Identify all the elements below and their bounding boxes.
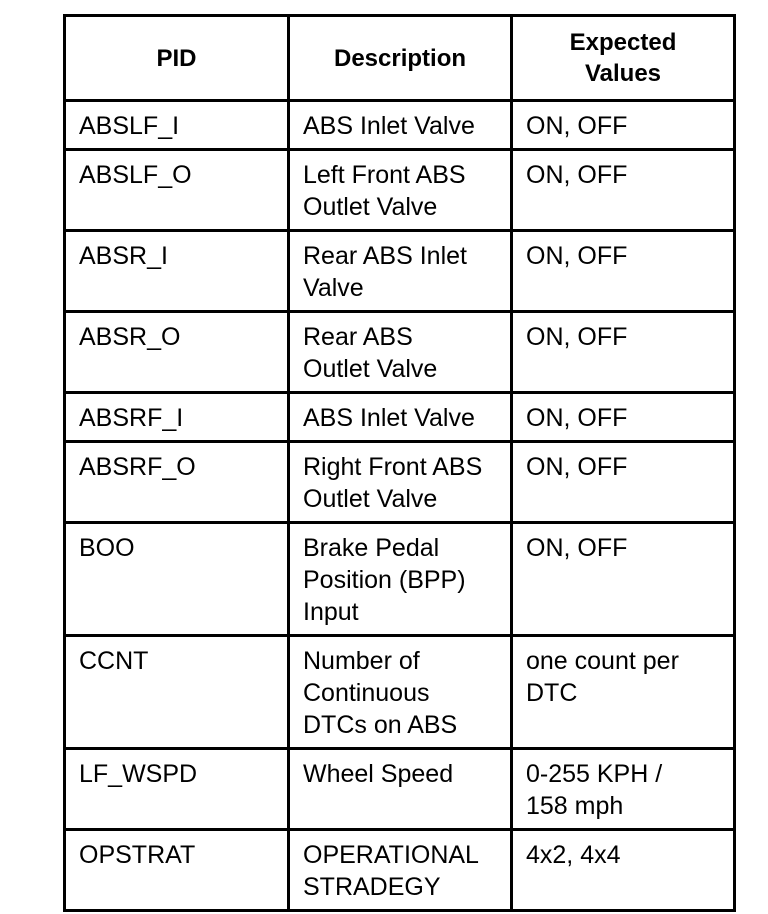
table-body: [65, 101, 735, 911]
description-cell: Number of Continuous DTCs on ABS: [289, 636, 512, 749]
pid-cell: ABSLF_I: [65, 101, 289, 150]
expected-cell: ON, OFF: [512, 101, 735, 150]
table-row: [65, 150, 735, 231]
expected-cell: ON, OFF: [512, 442, 735, 523]
expected-cell: ON, OFF: [512, 231, 735, 312]
header-pid: PID: [65, 16, 289, 101]
table-row: [65, 442, 735, 523]
pid-cell: ABSR_O: [65, 312, 289, 393]
table-row: [65, 830, 735, 911]
pid-cell: CCNT: [65, 636, 289, 749]
header-description: Description: [289, 16, 512, 101]
table-row: [65, 312, 735, 393]
description-cell: ABS Inlet Valve: [289, 393, 512, 442]
expected-cell: 0-255 KPH / 158 mph: [512, 749, 735, 830]
description-cell: Left Front ABS Outlet Valve: [289, 150, 512, 231]
pid-cell: BOO: [65, 523, 289, 636]
description-cell: ABS Inlet Valve: [289, 101, 512, 150]
table-row: [65, 749, 735, 830]
pid-cell: ABSLF_O: [65, 150, 289, 231]
pid-cell: OPSTRAT: [65, 830, 289, 911]
description-cell: Right Front ABS Outlet Valve: [289, 442, 512, 523]
description-cell: Wheel Speed: [289, 749, 512, 830]
pid-table: [63, 14, 736, 912]
description-cell: OPERATIONAL STRADEGY: [289, 830, 512, 911]
table-row: [65, 636, 735, 749]
expected-cell: ON, OFF: [512, 393, 735, 442]
description-cell: Brake Pedal Position (BPP) Input: [289, 523, 512, 636]
table-header: [65, 16, 735, 101]
table-row: [65, 231, 735, 312]
pid-cell: ABSRF_O: [65, 442, 289, 523]
table-row: [65, 101, 735, 150]
description-cell: Rear ABS Inlet Valve: [289, 231, 512, 312]
description-cell: Rear ABS Outlet Valve: [289, 312, 512, 393]
expected-cell: 4x2, 4x4: [512, 830, 735, 911]
table-row: [65, 393, 735, 442]
header-row: [65, 16, 735, 101]
pid-cell: ABSRF_I: [65, 393, 289, 442]
expected-cell: ON, OFF: [512, 312, 735, 393]
expected-cell: one count per DTC: [512, 636, 735, 749]
expected-cell: ON, OFF: [512, 150, 735, 231]
expected-cell: ON, OFF: [512, 523, 735, 636]
pid-cell: LF_WSPD: [65, 749, 289, 830]
table-row: [65, 523, 735, 636]
header-expected-values: Expected Values: [512, 16, 735, 101]
pid-cell: ABSR_I: [65, 231, 289, 312]
